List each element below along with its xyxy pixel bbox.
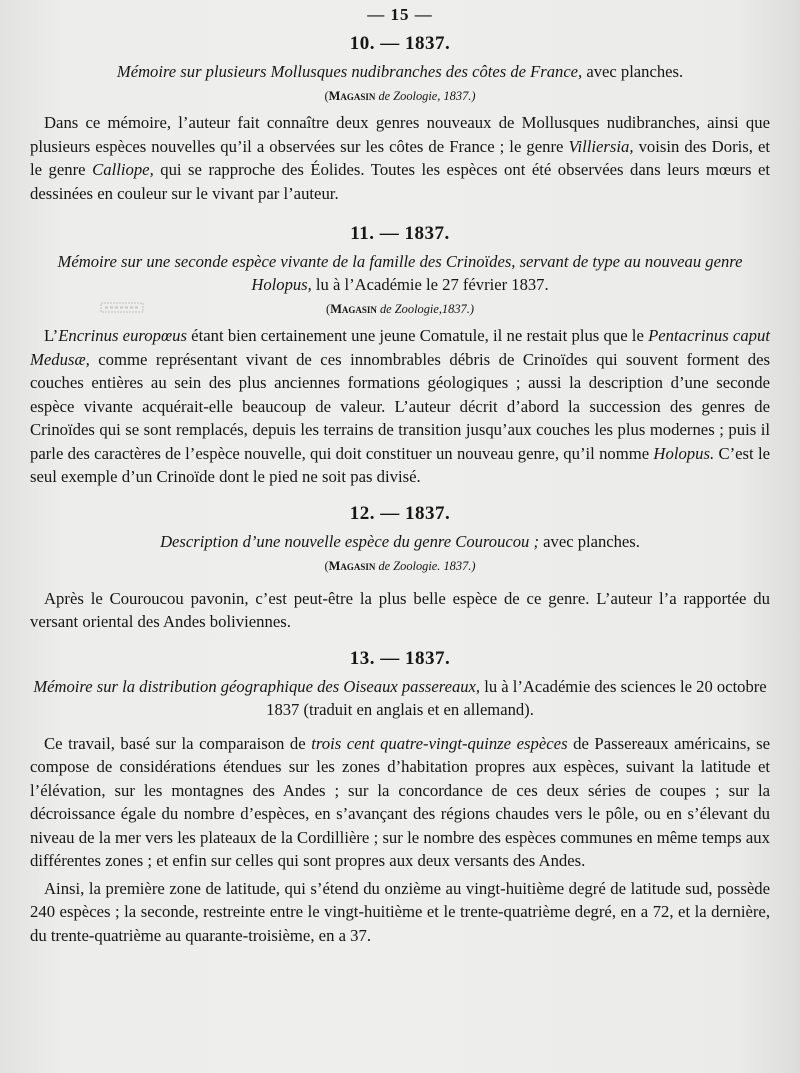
entry-11 (30, 222, 770, 489)
entry-number: 13. — 1837. (349, 647, 451, 669)
paragraph-text: Après le Couroucou pavonin, c’est peut-être la plus belle espèce de ce genre. L’auteur l’a rapportée du versant oriental des Andes boliviennes. (30, 588, 770, 631)
entry-13 (30, 647, 770, 948)
paragraph-italic: Holopus. (653, 443, 715, 463)
entry-title-plain: avec planches. (582, 62, 684, 81)
source-open: ( (324, 558, 329, 573)
entry-title-italic: Description d’une nouvelle espèce du genre Couroucou ; (160, 531, 540, 551)
paragraph-text: voisin des Doris, et le genre (30, 136, 771, 179)
paragraph-text: étant bien certainement une jeune Comatule, il ne restait plus que le (186, 326, 649, 345)
entry-title (30, 60, 770, 83)
entry-number: 12. — 1837. (349, 502, 451, 524)
entry-title (30, 675, 770, 721)
paragraph-italic: Calliope, (92, 160, 154, 179)
source-rest: de Zoologie,1837.) (376, 302, 474, 316)
entry-title-italic: Mémoire sur une seconde espèce vivante de la famille des Crinoïdes, servant de type au nouveau genre Holopus, (57, 252, 743, 294)
paragraph-text: comme représentant vivant de ces innombrables débris de Crinoïdes qui souvent forment des couches entières au sein des plus anciennes formations géologiques ; aussi la description d’une seconde espèce vivante acquérait-elle beaucoup de valeur. L’auteur décrit d’abord la succession des genres de Crinoïdes qui se sont remplacés, depuis les terrains de transition jusqu’aux couches les plus modernes ; puis il parle des caractères de l’espèce nouvelle, qui doit constituer un nouveau genre, qu’il nomme (30, 349, 770, 463)
paragraph-text: Ainsi, la première zone de latitude, qui s’étend du onzième au vingt-huitième degré de latitude sud, possède 240 espèces ; la seconde, restreinte entre le vingt-huitième et le trente-quatrième degré, en a 72, et la dernière, du trente-quatrième au quarante-troisième, en a 37. (30, 878, 770, 945)
source-journal: Magasin (330, 302, 377, 316)
source-open: ( (324, 89, 329, 103)
entry-title (30, 530, 770, 553)
paragraph-italic: Villiersia, (568, 136, 634, 156)
entry-title-plain: lu à l’Académie des sciences le 20 octobre 1837 (traduit en anglais et en allemand). (266, 676, 767, 719)
entry-paragraph (30, 877, 770, 948)
entry-title-plain: lu à l’Académie le 27 février 1837. (311, 275, 549, 294)
entry-title-plain: avec planches. (539, 531, 640, 551)
paragraph-text: qui se rapproche des Éolides. Toutes les espèces ont été observées dans leurs mœurs et dessinées en couleur sur le vivant par l’auteur. (30, 160, 771, 203)
source-journal: Magasin (328, 558, 376, 573)
entry-12 (30, 502, 770, 634)
paragraph-text: L’ (44, 326, 59, 345)
entry-source (30, 557, 770, 575)
entry-paragraph (30, 111, 770, 205)
source-rest: de Zoologie. 1837.) (375, 558, 476, 573)
faded-stamp-mark (100, 301, 144, 314)
source-rest: de Zoologie, 1837.) (375, 89, 476, 103)
source-open: ( (326, 302, 331, 316)
entry-10 (30, 32, 770, 205)
entry-paragraph (30, 324, 770, 489)
entry-source (30, 300, 770, 318)
entry-title-italic: Mémoire sur la distribution géographique des Oiseaux passereaux, (33, 676, 481, 696)
paragraph-italic: Pentacrinus caput Medusæ, (30, 326, 770, 369)
source-journal: Magasin (328, 89, 376, 103)
entry-paragraph (30, 587, 770, 634)
page-number: — 15 — (367, 5, 433, 24)
entry-number: 10. — 1837. (349, 33, 451, 54)
paragraph-text: de Passereaux américains, se compose de considérations étendues sur les zones d’habitation propres aux espèces, suivant la latitude et l’élévation, sur les montagnes des Andes ; sur la concordance de ces deux séries de coupes ; sur la décroissance égale du nombre d’espèces, en s’avançant des régions chaudes vers le pôle, ou en s’élevant du niveau de la mer vers les plateaux de la Cordillière ; sur le nombre des espèces communes en même temps aux différentes zones ; et enfin sur celles qui sont propres aux deux versants des Andes. (30, 733, 770, 870)
paragraph-text: C’est le seul exemple d’un Crinoïde dont le pied ne soit pas divisé. (30, 443, 770, 486)
paragraph-italic: trois cent quatre-vingt-quinze espèces (311, 733, 568, 753)
entry-paragraph (30, 732, 770, 873)
entry-title (30, 250, 770, 296)
entry-title-italic: Mémoire sur plusieurs Mollusques nudibranches des côtes de France, (116, 62, 583, 81)
entry-number: 11. — 1837. (350, 223, 450, 244)
entry-source (30, 87, 770, 105)
paragraph-text: Ce travail, basé sur la comparaison de (44, 733, 312, 753)
paragraph-text: Dans ce mémoire, l’auteur fait connaître deux genres nouveaux de Mollusques nudibranches, ainsi que plusieurs espèces nouvelles qu’il a observées sur les côtes de France ; le genre (30, 113, 770, 156)
paragraph-italic: Encrinus europœus (58, 326, 187, 345)
